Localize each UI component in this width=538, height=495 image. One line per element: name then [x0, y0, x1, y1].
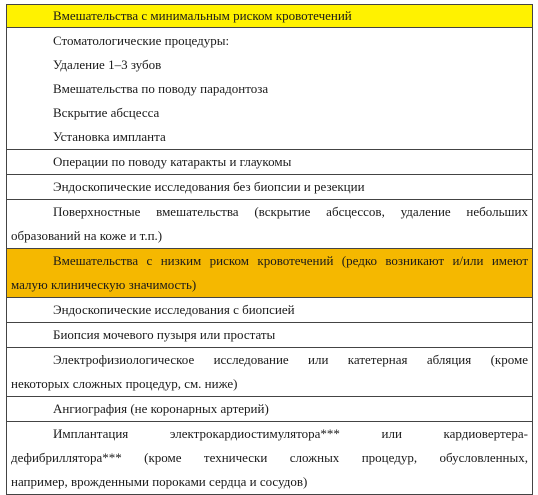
- header-minimal-risk: [7, 5, 532, 28]
- header-low-risk: [7, 249, 532, 298]
- cell-text: например, врожденными пороками сердца и сосудов): [11, 474, 308, 489]
- cell-text: образований на коже и т.п.): [11, 228, 163, 243]
- table-row: [7, 200, 532, 249]
- cell-text: Биопсия мочевого пузыря или простаты: [53, 327, 276, 342]
- cell-text: Электрофизиологическое исследование или катетерная абляция (кроме: [53, 352, 528, 367]
- cell-text: Ангиография (не коронарных артерий): [53, 401, 269, 416]
- cell-text: дефибриллятора*** (кроме технически сложных процедур, обусловленных,: [11, 450, 528, 465]
- table-row: [7, 298, 532, 323]
- cell-text: Установка импланта: [53, 129, 166, 144]
- table-row: [7, 323, 532, 348]
- cell-text: малую клиническую значимость): [11, 277, 197, 292]
- cell-text: Вскрытие абсцесса: [53, 105, 160, 120]
- cell-text: Вмешательства с низким риском кровотечений (редко возникают и/или имеют: [53, 253, 528, 268]
- cell-text: Имплантация электрокардиостимулятора*** или кардиовертера-: [53, 426, 528, 441]
- cell-text: Вмешательства по поводу парадонтоза: [53, 81, 269, 96]
- cell-text: Стоматологические процедуры:: [53, 33, 230, 48]
- cell-text: Поверхностные вмешательства (вскрытие абсцессов, удаление небольших: [53, 204, 528, 219]
- cell-text: Удаление 1–3 зубов: [53, 57, 162, 72]
- table-row: [7, 422, 532, 495]
- cell-text: Эндоскопические исследования с биопсией: [53, 302, 295, 317]
- table-row: [7, 348, 532, 397]
- table-row: [7, 175, 532, 200]
- cell-text: Вмешательства с минимальным риском кровотечений: [53, 8, 352, 23]
- cell-text: Операции по поводу катаракты и глаукомы: [53, 154, 292, 169]
- table-row: [7, 397, 532, 422]
- cell-text: некоторых сложных процедур, см. ниже): [11, 376, 238, 391]
- table-row: [7, 150, 532, 175]
- procedures-table: [6, 4, 533, 495]
- cell-text: Эндоскопические исследования без биопсии и резекции: [53, 179, 365, 194]
- dental-procedures: [7, 28, 532, 150]
